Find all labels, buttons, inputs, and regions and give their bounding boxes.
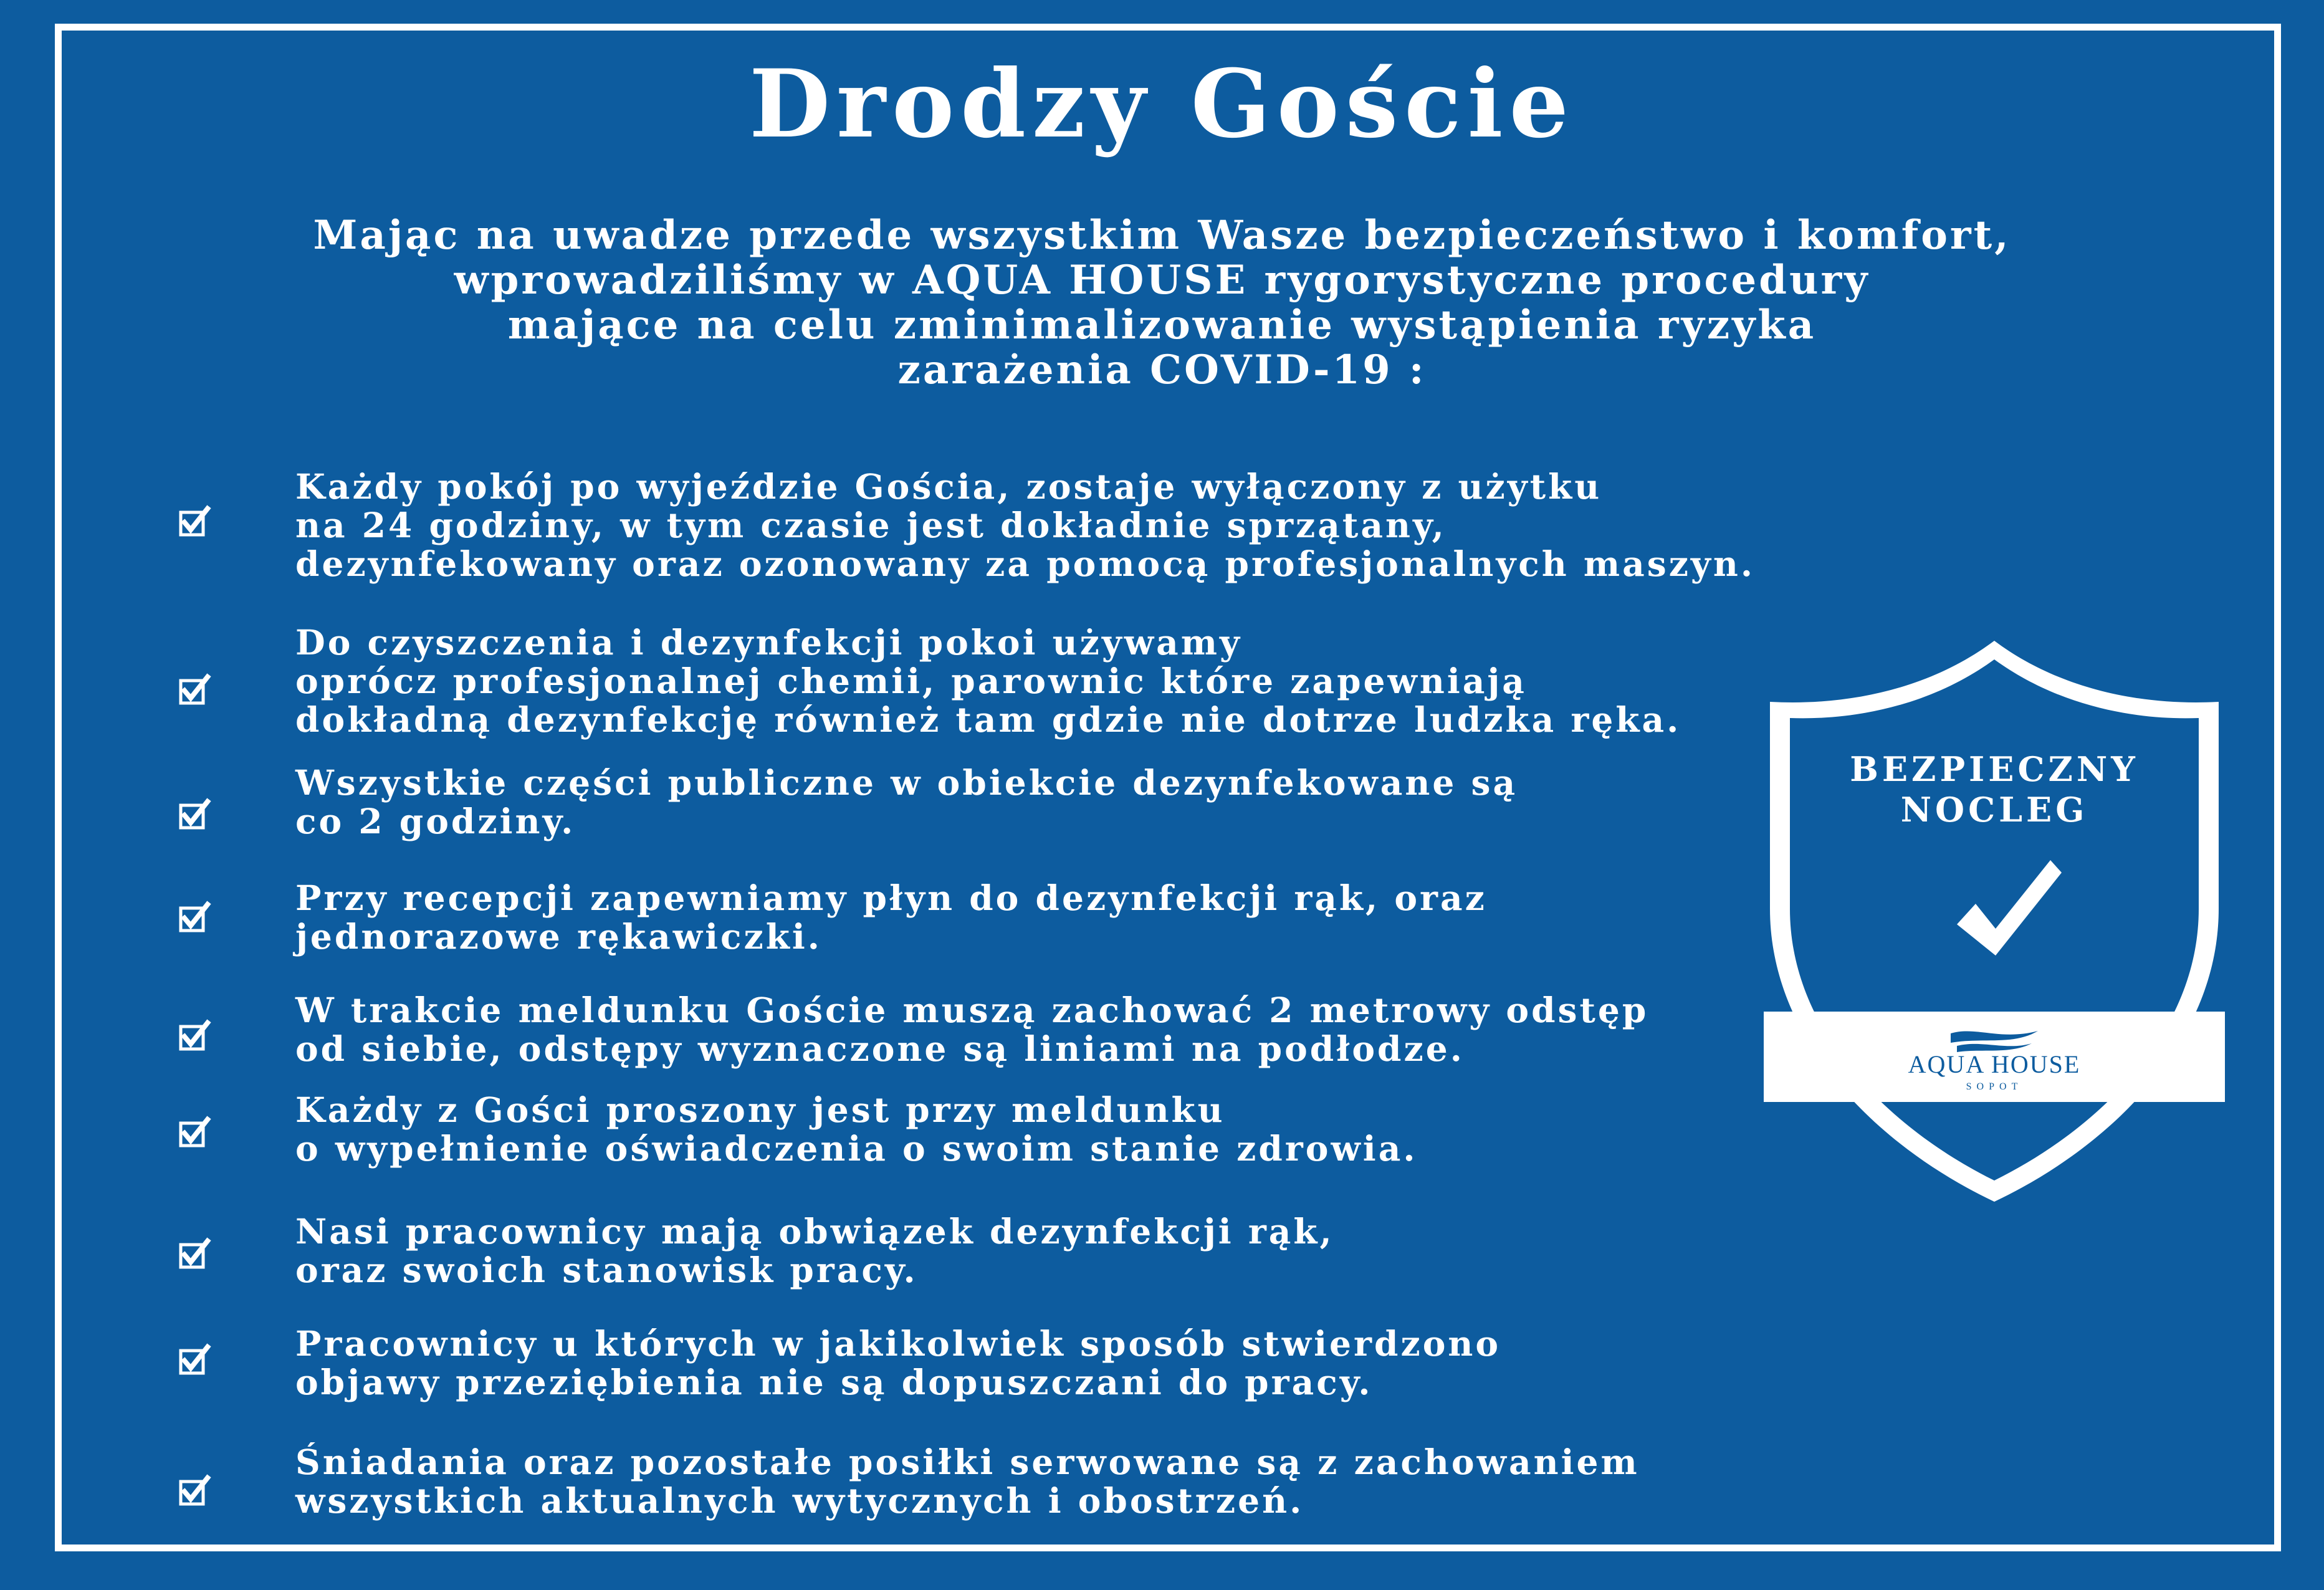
list-item-line: oraz swoich stanowisk pracy. [295,1250,918,1290]
list-item-line: od siebie, odstępy wyznaczone są liniami na podłodze. [295,1028,1465,1069]
list-item-text [295,623,1681,739]
checkbox-check-icon [179,505,211,537]
checkbox-check-icon [179,901,211,933]
checkbox-check-icon [179,1019,211,1051]
safe-stay-badge [1764,635,2225,1208]
list-item-line: Do czyszczenia i dezynfekcji pokoi używamy [295,622,1242,663]
list-item-line: Każdy pokój po wyjeździe Gościa, zostaje wyłączony z użytku [295,466,1602,507]
intro-paragraph [0,213,2324,393]
list-item-line: dokładną dezynfekcję również tam gdzie nie dotrze ludzka ręka. [295,699,1681,740]
checkbox-check-icon [179,1343,211,1376]
page-title: Drodzy Goście [749,49,1575,159]
list-item-line: Każdy z Gości proszony jest przy meldunku [295,1090,1225,1130]
list-item-text [295,991,1648,1068]
intro-line: mające na celu zminimalizowanie wystąpienia ryzyka [507,302,1817,348]
intro-line: wprowadziliśmy w AQUA HOUSE rygorystyczne procedury [454,257,1870,304]
list-item-line: Przy recepcji zapewniamy płyn do dezynfekcji rąk, oraz [295,878,1487,918]
list-item-text [295,1212,1334,1290]
intro-line: zarażenia COVID-19 : [897,347,1427,393]
list-item-line: W trakcie meldunku Goście muszą zachować 2 metrowy odstęp [295,990,1649,1030]
list-item-text [295,1443,1640,1520]
checkbox-check-icon [179,673,211,706]
list-item-text [295,764,1518,841]
badge-title-line2: NOCLEG [1900,790,2088,830]
list-item-line: co 2 godziny. [295,801,576,841]
list-item-line: Pracownicy u których w jakikolwiek sposób stwierdzono [295,1323,1501,1364]
list-item-line: Wszystkie części publiczne w obiekcie dezynfekowane są [295,762,1518,803]
checkbox-check-icon [179,1237,211,1270]
list-item-text [295,467,1755,583]
list-item-line: Śniadania oraz pozostałe posiłki serwowane są z zachowaniem [295,1442,1640,1482]
checkbox-check-icon [179,1474,211,1506]
list-item-text [295,879,1487,956]
badge-title-line1: BEZPIECZNY [1850,749,2139,789]
list-item-line: na 24 godziny, w tym czasie jest dokładnie sprzątany, [295,505,1447,545]
shield-icon [1764,635,2225,1208]
checkbox-check-icon [179,798,211,830]
list-item-line: dezynfekowany oraz ozonowany za pomocą profesjonalnych maszyn. [295,544,1756,584]
badge-brand: AQUA HOUSE [1908,1050,2081,1078]
list-item-text [295,1091,1417,1168]
intro-line: Mając na uwadze przede wszystkim Wasze bezpieczeństwo i komfort, [313,212,2011,259]
badge-sub: SOPOT [1966,1081,2023,1092]
list-item-line: Nasi pracownicy mają obwiązek dezynfekcji rąk, [295,1211,1334,1252]
list-item-line: objawy przeziębienia nie są dopuszczani do pracy. [295,1362,1373,1402]
list-item-line: wszystkich aktualnych wytycznych i obostrzeń. [295,1480,1304,1521]
list-item-line: o wypełnienie oświadczenia o swoim stanie zdrowia. [295,1128,1418,1169]
checkbox-check-icon [179,1116,211,1148]
list-item-line: oprócz profesjonalnej chemii, parownic które zapewniają [295,661,1527,701]
list-item-line: jednorazowe rękawiczki. [295,916,822,957]
list-item-text [295,1324,1501,1402]
